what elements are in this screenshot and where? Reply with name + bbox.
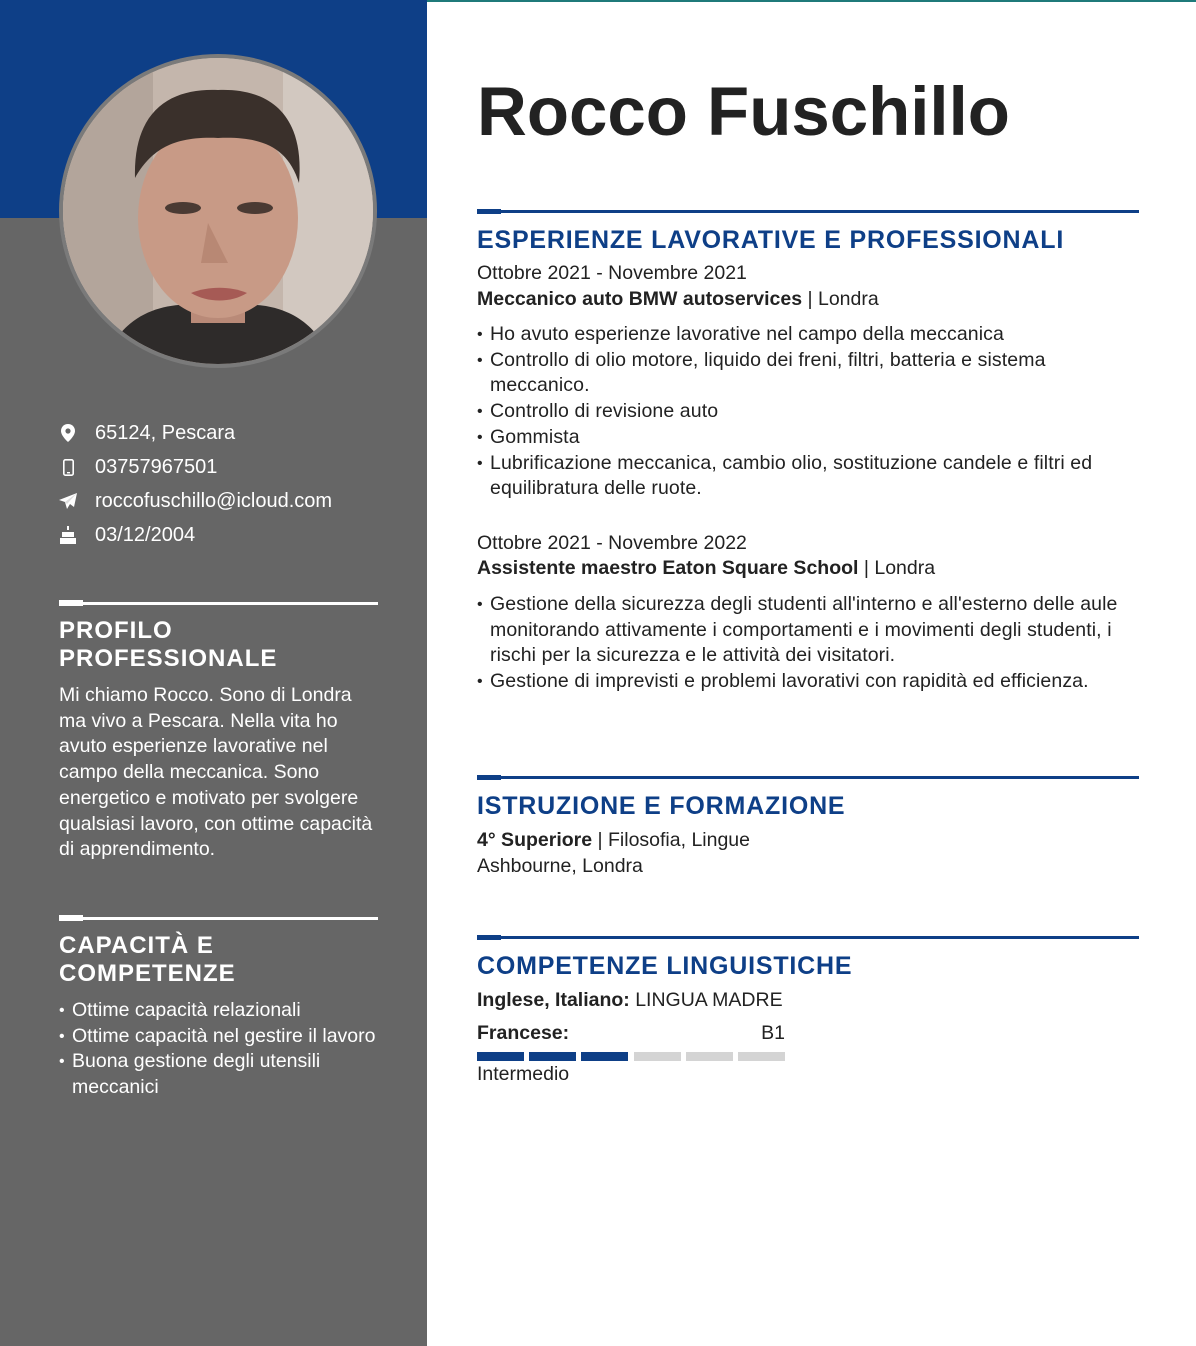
skills-section	[59, 917, 378, 1101]
phone-icon	[59, 457, 77, 477]
experience-section	[477, 210, 1139, 695]
education-place: Ashbourne, Londra	[477, 855, 643, 877]
education-fields: | Filosofia, Lingue	[592, 829, 750, 851]
profile-photo-illustration	[63, 58, 373, 364]
paper-plane-icon	[59, 491, 77, 511]
level-bar-segment	[477, 1052, 524, 1061]
contact-phone	[59, 450, 389, 484]
french-level-bars	[477, 1052, 785, 1061]
skills-list	[59, 998, 378, 1101]
french-label: Francese:	[477, 1022, 570, 1044]
job-duty: • Lubrificazione meccanica, cambio olio, sostituzione candele e filtri ed equilibratura delle ruote.	[477, 451, 1139, 502]
contact-email-text: roccofuschillo@icloud.com	[95, 489, 333, 512]
section-divider	[477, 936, 1139, 939]
job-duties	[477, 592, 1139, 695]
profile-section	[59, 602, 378, 863]
job-duty: • Gestione della sicurezza degli studenti all'interno e all'esterno delle aule monitorando attivamente i comportamenti e i movimenti degli studenti, i rischi per la sicurezza e le attività dei visitatori.	[477, 592, 1139, 669]
native-languages-label: Inglese, Italiano:	[477, 989, 630, 1011]
profile-heading: PROFILO PROFESSIONALE	[59, 617, 278, 672]
candidate-name: Rocco Fuschillo	[477, 73, 1010, 150]
job-duty: • Gommista	[477, 425, 1139, 451]
education-heading: ISTRUZIONE E FORMAZIONE	[477, 792, 846, 820]
job-entry	[477, 261, 1139, 502]
level-bar-segment	[634, 1052, 681, 1061]
contact-list	[59, 416, 389, 552]
contact-address	[59, 416, 389, 450]
french-description: Intermedio	[477, 1063, 570, 1085]
contact-birthdate	[59, 518, 389, 552]
section-divider	[477, 210, 1139, 213]
birthday-cake-icon	[59, 525, 77, 545]
contact-address-text: 65124, Pescara	[95, 421, 236, 444]
job-dates: Ottobre 2021 - Novembre 2021	[477, 262, 747, 284]
experience-heading: ESPERIENZE LAVORATIVE E PROFESSIONALI	[477, 226, 1065, 254]
french-language-row	[477, 1021, 785, 1046]
native-languages	[477, 987, 1139, 1013]
level-bar-segment	[529, 1052, 576, 1061]
profile-text: Mi chiamo Rocco. Sono di Londra ma vivo a Pescara. Nella vita ho avuto esperienze lavorative nel campo della meccanica. Sono energetico e motivato per svolgere qualsiasi lavoro, con ottime capacità di apprendimento.	[59, 684, 373, 861]
job-duty: • Controllo di revisione auto	[477, 399, 1139, 425]
contact-email	[59, 484, 389, 518]
job-duty: • Gestione di imprevisti e problemi lavorativi con rapidità ed efficienza.	[477, 669, 1139, 695]
skills-heading: CAPACITÀ E COMPETENZE	[59, 932, 236, 987]
job-location: | Londra	[802, 287, 879, 310]
level-bar-segment	[738, 1052, 785, 1061]
section-divider	[59, 602, 378, 605]
level-bar-segment	[581, 1052, 628, 1061]
location-pin-icon	[59, 423, 77, 443]
education-section	[477, 776, 1139, 879]
native-languages-value: LINGUA MADRE	[629, 989, 783, 1011]
skill-item: • Ottime capacità relazionali	[59, 998, 378, 1024]
job-duty: • Ho avuto esperienze lavorative nel campo della meccanica	[477, 322, 1139, 348]
section-divider	[59, 917, 378, 920]
contact-phone-text: 03757967501	[95, 455, 218, 478]
section-divider	[477, 776, 1139, 779]
french-level: B1	[761, 1022, 785, 1044]
job-title-line	[477, 287, 1139, 313]
job-duties	[477, 322, 1139, 502]
education-degree: 4° Superiore	[477, 829, 593, 851]
job-title: Assistente maestro Eaton Square School	[477, 557, 859, 580]
languages-section	[477, 936, 1139, 1087]
job-title: Meccanico auto BMW autoservices	[477, 287, 803, 310]
job-duty: • Controllo di olio motore, liquido dei freni, filtri, batteria e sistema meccanico.	[477, 348, 1139, 399]
contact-birthdate-text: 03/12/2004	[95, 523, 196, 546]
education-degree-line	[477, 827, 1139, 853]
level-bar-segment	[686, 1052, 733, 1061]
profile-photo	[59, 54, 377, 368]
job-title-line	[477, 556, 1139, 582]
sidebar	[0, 0, 427, 1346]
job-location: | Londra	[858, 557, 936, 580]
languages-heading: COMPETENZE LINGUISTICHE	[477, 952, 853, 980]
skill-item: • Buona gestione degli utensili meccanici	[59, 1049, 378, 1100]
job-entry	[477, 531, 1139, 695]
skill-item: • Ottime capacità nel gestire il lavoro	[59, 1024, 378, 1050]
job-dates: Ottobre 2021 - Novembre 2022	[477, 531, 747, 554]
